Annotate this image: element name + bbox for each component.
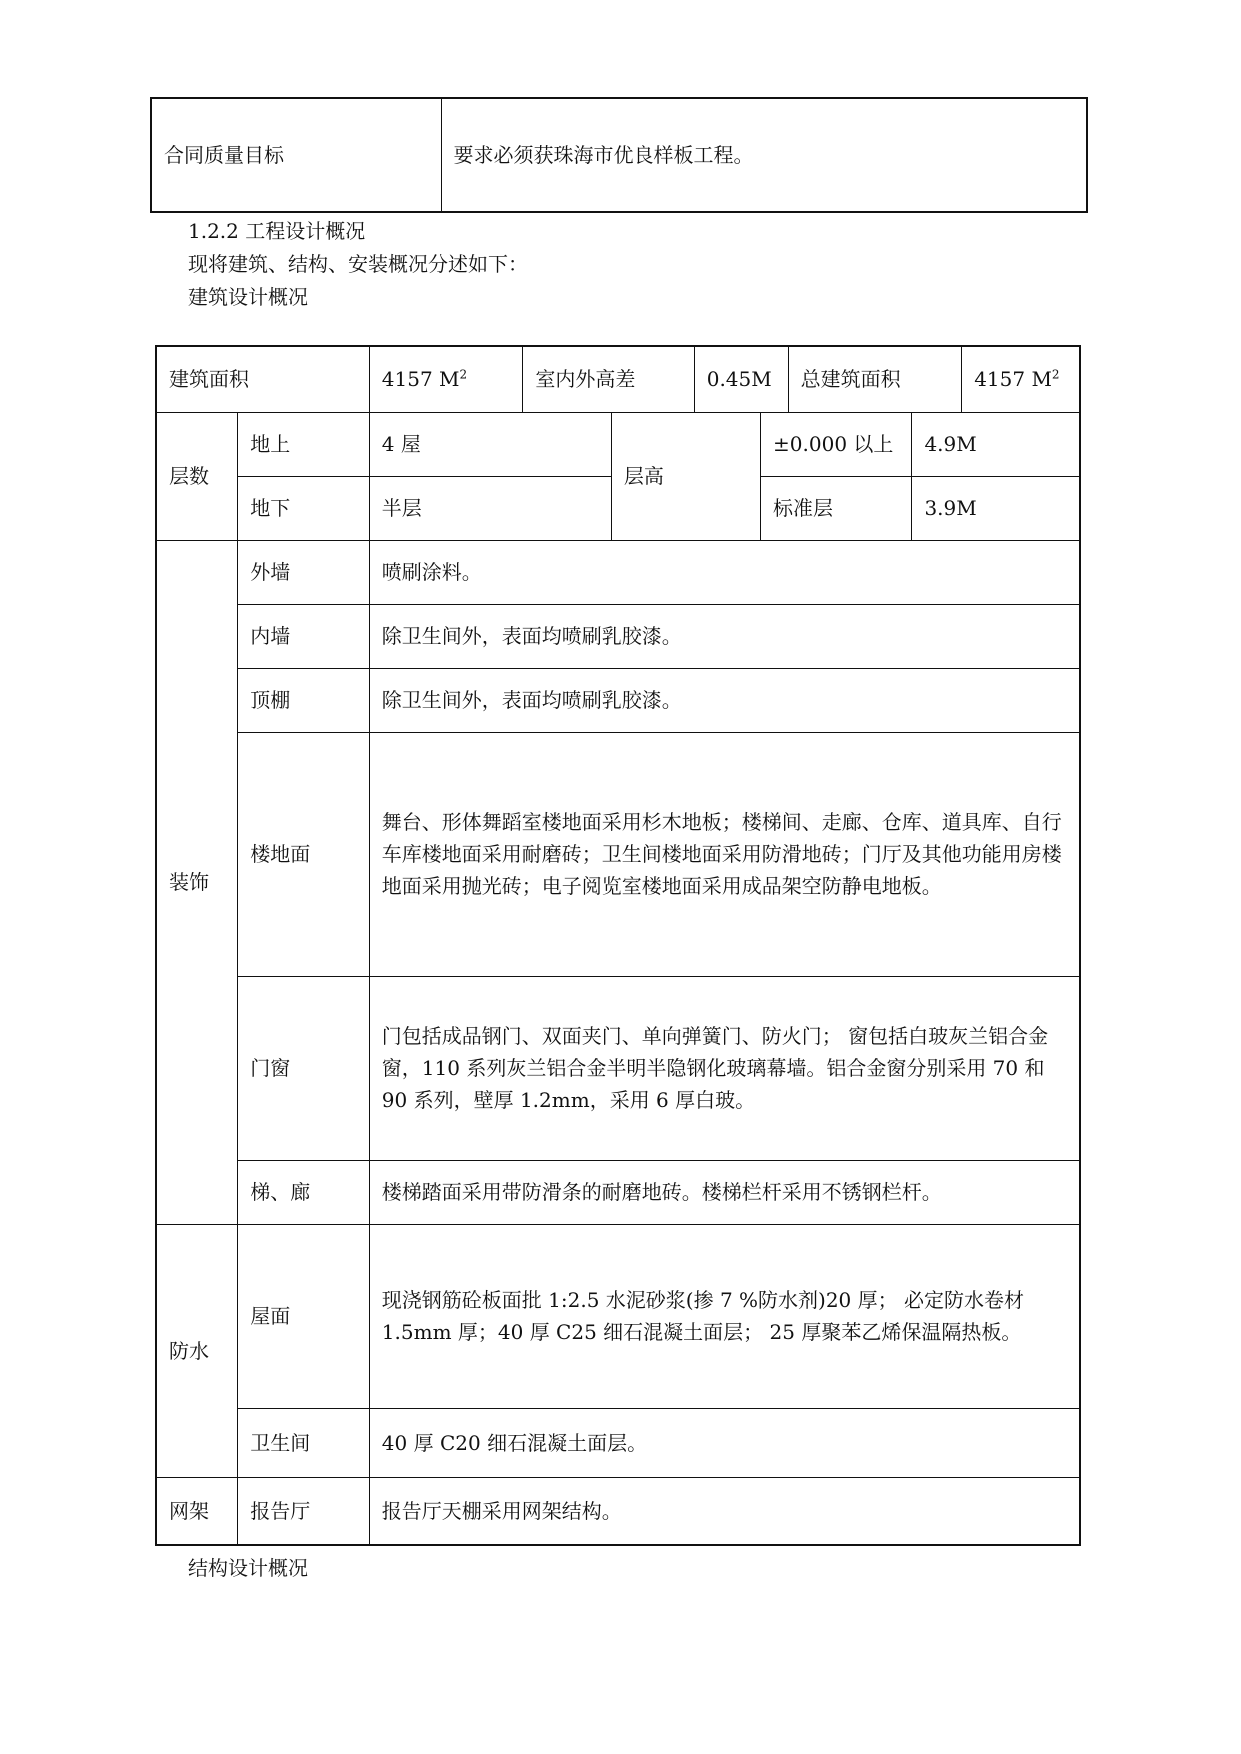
truss-item-label: 报告厅 — [238, 1477, 370, 1545]
floor-height-2-value: 3.9M — [912, 476, 1080, 540]
waterproof-group-label: 防水 — [156, 1224, 238, 1477]
floors-below-value: 半层 — [369, 476, 611, 540]
waterproof-item-label: 屋面 — [238, 1224, 370, 1408]
floors-below-label: 地下 — [238, 476, 370, 540]
floors-above-value: 4 屋 — [369, 412, 611, 476]
building-area-label: 建筑面积 — [156, 346, 369, 412]
quality-target-table — [150, 97, 1088, 213]
waterproof-item-text: 40 厚 C20 细石混凝土面层。 — [369, 1408, 1080, 1477]
total-area-label: 总建筑面积 — [788, 346, 962, 412]
decoration-item-label: 外墙 — [238, 540, 370, 604]
truss-group-label: 网架 — [156, 1477, 238, 1545]
waterproof-item-label: 卫生间 — [238, 1408, 370, 1477]
height-diff-value: 0.45M — [694, 346, 788, 412]
decoration-item-label: 门窗 — [238, 976, 370, 1160]
decoration-item-label: 楼地面 — [238, 732, 370, 976]
decoration-item-label: 内墙 — [238, 604, 370, 668]
struct-heading: 结构设计概况 — [188, 1556, 308, 1580]
section-heading: 1.2.2 工程设计概况 — [188, 219, 366, 243]
floors-above-label: 地上 — [238, 412, 370, 476]
waterproof-item-text: 现浇钢筋砼板面批 1:2.5 水泥砂浆(掺 7 %防水剂)20 厚； 必定防水卷材 1.5mm 厚；40 厚 C25 细石混凝土面层； 25 厚聚苯乙烯保温隔热板。 — [369, 1224, 1080, 1408]
quality-target-value: 要求必须获珠海市优良样板工程。 — [441, 98, 1087, 212]
decoration-item-text: 除卫生间外，表面均喷刷乳胶漆。 — [369, 668, 1080, 732]
arch-heading: 建筑设计概况 — [188, 285, 308, 309]
decoration-item-label: 顶棚 — [238, 668, 370, 732]
decoration-group-label: 装饰 — [156, 540, 238, 1224]
intro-line: 现将建筑、结构、安装概况分述如下： — [188, 252, 528, 276]
building-area-value: 4157 $M^2$ — [369, 346, 523, 412]
decoration-item-text: 喷刷涂料。 — [369, 540, 1080, 604]
floors-group-label: 层数 — [156, 412, 238, 540]
floor-height-label: 层高 — [611, 412, 760, 540]
floor-height-1-label: ±0.000 以上 — [761, 412, 912, 476]
architecture-table — [155, 345, 1081, 1546]
decoration-item-text: 除卫生间外，表面均喷刷乳胶漆。 — [369, 604, 1080, 668]
floor-height-2-label: 标准层 — [761, 476, 912, 540]
decoration-item-text: 门包括成品钢门、双面夹门、单向弹簧门、防火门； 窗包括白玻灰兰铝合金窗，110 系列灰兰铝合金半明半隐钢化玻璃幕墙。铝合金窗分别采用 70 和 90 系列，壁厚 1.2mm，采用 6 厚白玻。 — [369, 976, 1080, 1160]
decoration-item-text: 舞台、形体舞蹈室楼地面采用杉木地板；楼梯间、走廊、仓库、道具库、自行车库楼地面采用耐磨砖；卫生间楼地面采用防滑地砖；门厅及其他功能用房楼地面采用抛光砖；电子阅览室楼地面采用成品架空防静电地板。 — [369, 732, 1080, 976]
height-diff-label: 室内外高差 — [523, 346, 694, 412]
truss-item-text: 报告厅天棚采用网架结构。 — [369, 1477, 1080, 1545]
decoration-item-text: 楼梯踏面采用带防滑条的耐磨地砖。楼梯栏杆采用不锈钢栏杆。 — [369, 1160, 1080, 1224]
quality-target-label: 合同质量目标 — [151, 98, 441, 212]
floor-height-1-value: 4.9M — [912, 412, 1080, 476]
total-area-value: 4157 $M^2$ — [962, 346, 1080, 412]
decoration-item-label: 梯、廊 — [238, 1160, 370, 1224]
